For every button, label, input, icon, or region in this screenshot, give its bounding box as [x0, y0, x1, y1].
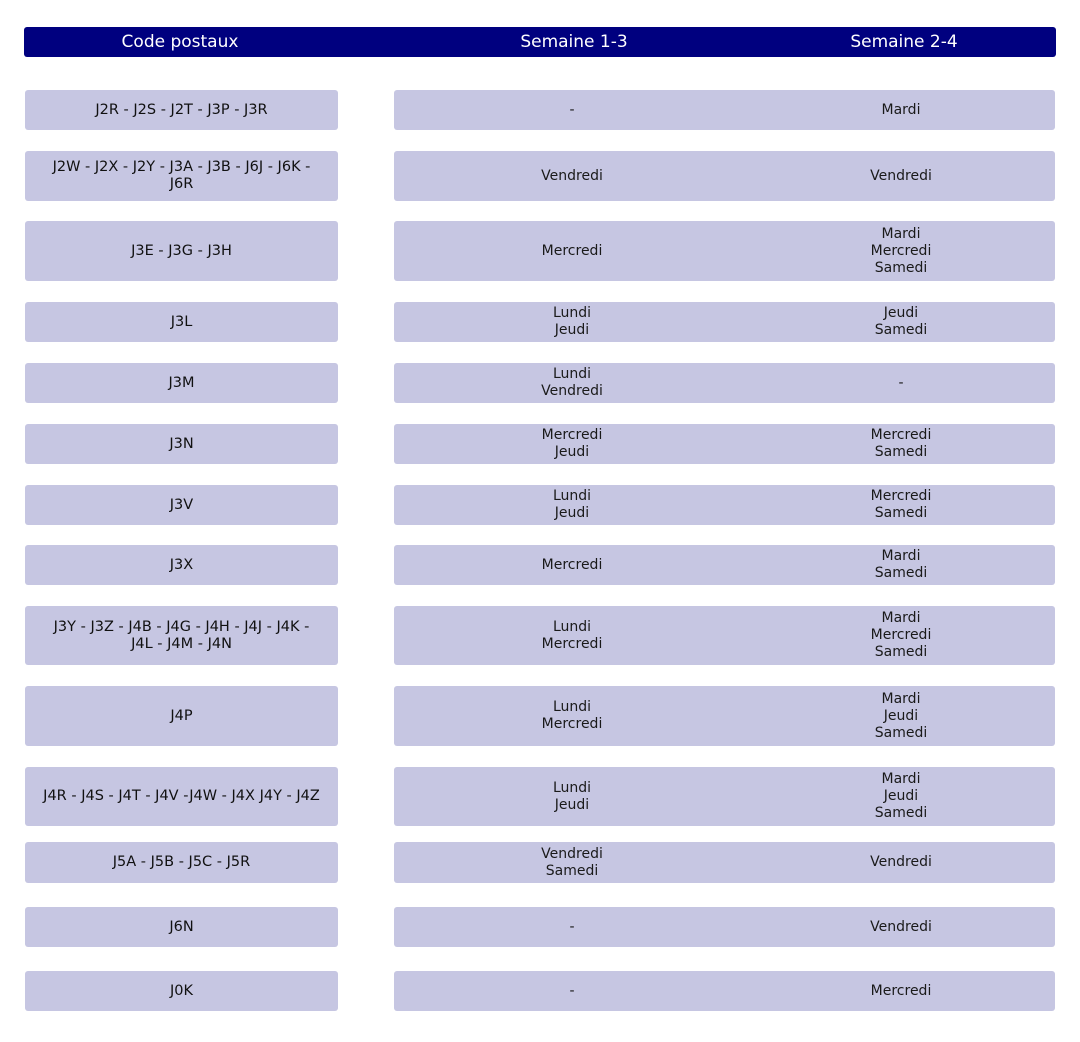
- day-label: Mercredi: [870, 242, 932, 259]
- delivery-days-cell: [394, 686, 1055, 746]
- day-label: Vendredi: [541, 167, 603, 184]
- day-label: Jeudi: [554, 322, 590, 338]
- semaine-2-4-days: [821, 545, 981, 585]
- day-label: Samedi: [874, 724, 928, 741]
- day-label: Lundi: [552, 305, 592, 321]
- semaine-2-4-days: [821, 151, 981, 201]
- day-label: Mercredi: [870, 427, 932, 443]
- semaine-1-3-days: [492, 686, 652, 746]
- day-label: Mercredi: [541, 242, 603, 259]
- day-label: -: [569, 918, 575, 935]
- semaine-1-3-days: [492, 485, 652, 525]
- day-label: Samedi: [874, 644, 928, 660]
- delivery-days-cell: [394, 424, 1055, 464]
- table-row: [0, 151, 1080, 201]
- semaine-1-3-days: [492, 221, 652, 281]
- day-label: Samedi: [874, 805, 928, 821]
- postal-code-cell: J3Y - J3Z - J4B - J4G - J4H - J4J - J4K - J4L - J4M - J4N: [25, 606, 338, 665]
- semaine-1-3-days: [492, 90, 652, 130]
- table-row: [0, 485, 1080, 525]
- day-label: Jeudi: [554, 505, 590, 521]
- day-label: Vendredi: [541, 845, 603, 862]
- semaine-1-3-days: [492, 424, 652, 464]
- day-label: Jeudi: [554, 444, 590, 460]
- day-label: Mercredi: [870, 488, 932, 504]
- day-label: Jeudi: [883, 788, 919, 804]
- semaine-2-4-days: [821, 221, 981, 281]
- postal-code-cell: J0K: [25, 971, 338, 1011]
- day-label: Jeudi: [883, 707, 919, 724]
- day-label: Mercredi: [870, 982, 932, 999]
- semaine-1-3-days: [492, 767, 652, 826]
- day-label: Lundi: [552, 618, 592, 635]
- postal-code-cell: J2R - J2S - J2T - J3P - J3R: [25, 90, 338, 130]
- day-label: Samedi: [874, 322, 928, 338]
- table-row: [0, 302, 1080, 342]
- postal-code-cell: J4R - J4S - J4T - J4V -J4W - J4X J4Y - J4Z: [25, 767, 338, 826]
- table-row: [0, 971, 1080, 1011]
- table-row: [0, 767, 1080, 826]
- day-label: Lundi: [552, 699, 592, 715]
- semaine-2-4-days: [821, 686, 981, 746]
- delivery-days-cell: [394, 363, 1055, 403]
- day-label: -: [569, 982, 575, 999]
- header-semaine-1-3: Semaine 1-3: [520, 32, 628, 52]
- semaine-2-4-days: [821, 907, 981, 947]
- day-label: Samedi: [874, 505, 928, 521]
- semaine-2-4-days: [821, 606, 981, 665]
- table-row: [0, 363, 1080, 403]
- table-header: [24, 27, 1056, 57]
- semaine-1-3-days: [492, 545, 652, 585]
- semaine-2-4-days: [821, 485, 981, 525]
- table-row: [0, 606, 1080, 665]
- semaine-2-4-days: [821, 971, 981, 1011]
- day-label: Lundi: [552, 366, 592, 382]
- delivery-days-cell: [394, 302, 1055, 342]
- delivery-days-cell: [394, 151, 1055, 201]
- delivery-days-cell: [394, 767, 1055, 826]
- semaine-2-4-days: [821, 424, 981, 464]
- day-label: Mardi: [881, 690, 921, 707]
- postal-code-cell: J3E - J3G - J3H: [25, 221, 338, 281]
- day-label: Lundi: [552, 488, 592, 504]
- day-label: Samedi: [874, 444, 928, 460]
- postal-code-cell: J3N: [25, 424, 338, 464]
- delivery-days-cell: [394, 485, 1055, 525]
- day-label: Mercredi: [541, 427, 603, 443]
- postal-code-cell: J6N: [25, 907, 338, 947]
- table-row: [0, 545, 1080, 585]
- table-row: [0, 907, 1080, 947]
- day-label: Mercredi: [870, 627, 932, 643]
- table-row: [0, 90, 1080, 130]
- day-label: Mercredi: [541, 556, 603, 573]
- day-label: Mercredi: [541, 635, 603, 652]
- day-label: Vendredi: [870, 167, 932, 184]
- delivery-days-cell: [394, 842, 1055, 883]
- day-label: Vendredi: [870, 854, 932, 870]
- header-semaine-2-4: Semaine 2-4: [850, 32, 958, 52]
- semaine-1-3-days: [492, 151, 652, 201]
- day-label: Samedi: [874, 259, 928, 276]
- postal-code-cell: J3X: [25, 545, 338, 585]
- delivery-days-cell: [394, 90, 1055, 130]
- delivery-days-cell: [394, 221, 1055, 281]
- delivery-days-cell: [394, 545, 1055, 585]
- day-label: Jeudi: [554, 796, 590, 813]
- table-row: [0, 221, 1080, 281]
- postal-code-cell: J5A - J5B - J5C - J5R: [25, 842, 338, 883]
- day-label: Vendredi: [870, 918, 932, 935]
- postal-code-cell: J3M: [25, 363, 338, 403]
- delivery-days-cell: [394, 971, 1055, 1011]
- day-label: Mardi: [881, 101, 921, 118]
- semaine-2-4-days: [821, 363, 981, 403]
- semaine-2-4-days: [821, 90, 981, 130]
- day-label: -: [898, 374, 904, 391]
- day-label: Mardi: [881, 225, 921, 242]
- day-label: -: [569, 101, 575, 118]
- semaine-2-4-days: [821, 842, 981, 883]
- day-label: Samedi: [545, 862, 599, 879]
- day-label: Samedi: [874, 565, 928, 581]
- postal-code-cell: J3V: [25, 485, 338, 525]
- table-row: [0, 686, 1080, 746]
- semaine-1-3-days: [492, 606, 652, 665]
- semaine-1-3-days: [492, 971, 652, 1011]
- delivery-days-cell: [394, 907, 1055, 947]
- semaine-1-3-days: [492, 302, 652, 342]
- day-label: Jeudi: [883, 305, 919, 321]
- table-row: [0, 842, 1080, 883]
- day-label: Mardi: [881, 610, 921, 626]
- semaine-1-3-days: [492, 907, 652, 947]
- postal-code-cell: J4P: [25, 686, 338, 746]
- day-label: Mercredi: [541, 716, 603, 732]
- postal-code-cell: J2W - J2X - J2Y - J3A - J3B - J6J - J6K - J6R: [25, 151, 338, 201]
- day-label: Lundi: [552, 779, 592, 796]
- semaine-1-3-days: [492, 363, 652, 403]
- table-row: [0, 424, 1080, 464]
- day-label: Mardi: [881, 771, 921, 787]
- day-label: Mardi: [881, 548, 921, 564]
- semaine-1-3-days: [492, 842, 652, 883]
- header-code-postaux: Code postaux: [121, 32, 239, 52]
- day-label: Vendredi: [541, 383, 603, 399]
- semaine-2-4-days: [821, 767, 981, 826]
- delivery-days-cell: [394, 606, 1055, 665]
- postal-code-cell: J3L: [25, 302, 338, 342]
- semaine-2-4-days: [821, 302, 981, 342]
